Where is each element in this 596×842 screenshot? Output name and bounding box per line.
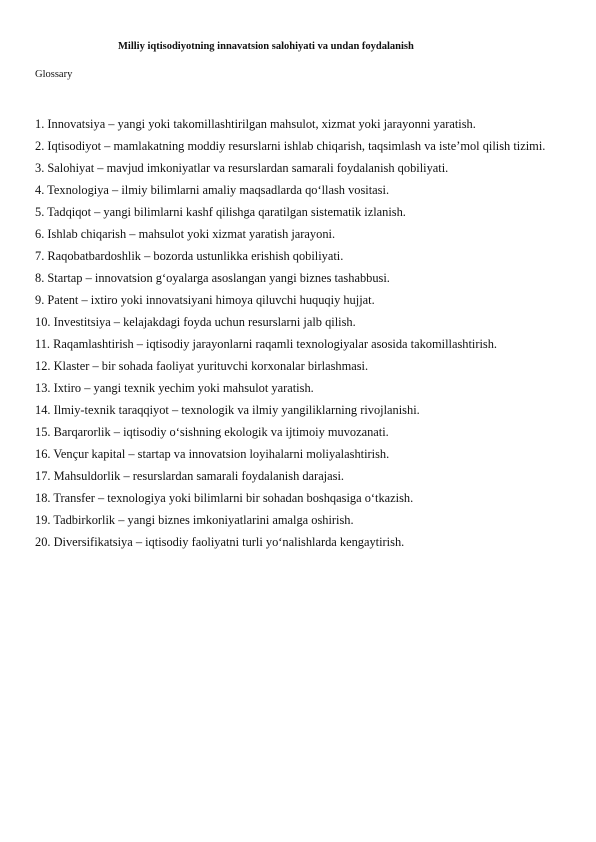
glossary-item: 1. Innovatsiya – yangi yoki takomillashtirilgan mahsulot, xizmat yoki jarayonni yaratish. (35, 117, 476, 131)
glossary-item: 13. Ixtiro – yangi texnik yechim yoki mahsulot yaratish. (35, 381, 314, 395)
glossary-item: 12. Klaster – bir sohada faoliyat yurituvchi korxonalar birlashmasi. (35, 359, 369, 373)
glossary-item: 3. Salohiyat – mavjud imkoniyatlar va resurslardan samarali foydalanish qobiliyati. (35, 161, 449, 175)
glossary-item: 6. Ishlab chiqarish – mahsulot yoki xizmat yaratish jarayoni. (35, 227, 336, 241)
glossary-item: 2. Iqtisodiyot – mamlakatning moddiy resurslarni ishlab chiqarish, taqsimlash va iste’mol qilish tizimi. (35, 139, 546, 153)
glossary-item: 14. Ilmiy-texnik taraqqiyot – texnologik va ilmiy yangiliklarning rivojlanishi. (35, 403, 420, 417)
glossary-item: 15. Barqarorlik – iqtisodiy o‘sishning ekologik va ijtimoiy muvozanati. (35, 425, 389, 439)
glossary-item: 9. Patent – ixtiro yoki innovatsiyani himoya qiluvchi huquqiy hujjat. (35, 293, 375, 307)
glossary-item: 17. Mahsuldorlik – resurslardan samarali foydalanish darajasi. (35, 469, 344, 483)
glossary-item: 18. Transfer – texnologiya yoki bilimlarni bir sohadan boshqasiga o‘tkazish. (35, 491, 414, 505)
glossary-item: 19. Tadbirkorlik – yangi biznes imkoniyatlarini amalga oshirish. (35, 513, 354, 527)
glossary-item: 7. Raqobatbardoshlik – bozorda ustunlikka erishish qobiliyati. (35, 249, 344, 263)
document-subtitle: Glossary (35, 69, 73, 80)
glossary-item: 10. Investitsiya – kelajakdagi foyda uchun resurslarni jalb qilish. (35, 315, 356, 329)
glossary-item: 16. Vençur kapital – startap va innovatsion loyihalarni moliyalashtirish. (35, 447, 390, 461)
glossary-item: 11. Raqamlashtirish – iqtisodiy jarayonlarni raqamli texnologiyalar asosida takomillashtirish. (35, 337, 498, 351)
glossary-item: 20. Diversifikatsiya – iqtisodiy faoliyatni turli yo‘nalishlarda kengaytirish. (35, 535, 405, 549)
document-title: Milliy iqtisodiyotning innavatsion salohiyati va undan foydalanish (118, 41, 414, 52)
glossary-list (35, 113, 563, 553)
glossary-item: 5. Tadqiqot – yangi bilimlarni kashf qilishga qaratilgan sistematik izlanish. (35, 205, 406, 219)
glossary-item: 8. Startap – innovatsion g‘oyalarga asoslangan yangi biznes tashabbusi. (35, 271, 390, 285)
glossary-item: 4. Texnologiya – ilmiy bilimlarni amaliy maqsadlarda qo‘llash vositasi. (35, 183, 390, 197)
